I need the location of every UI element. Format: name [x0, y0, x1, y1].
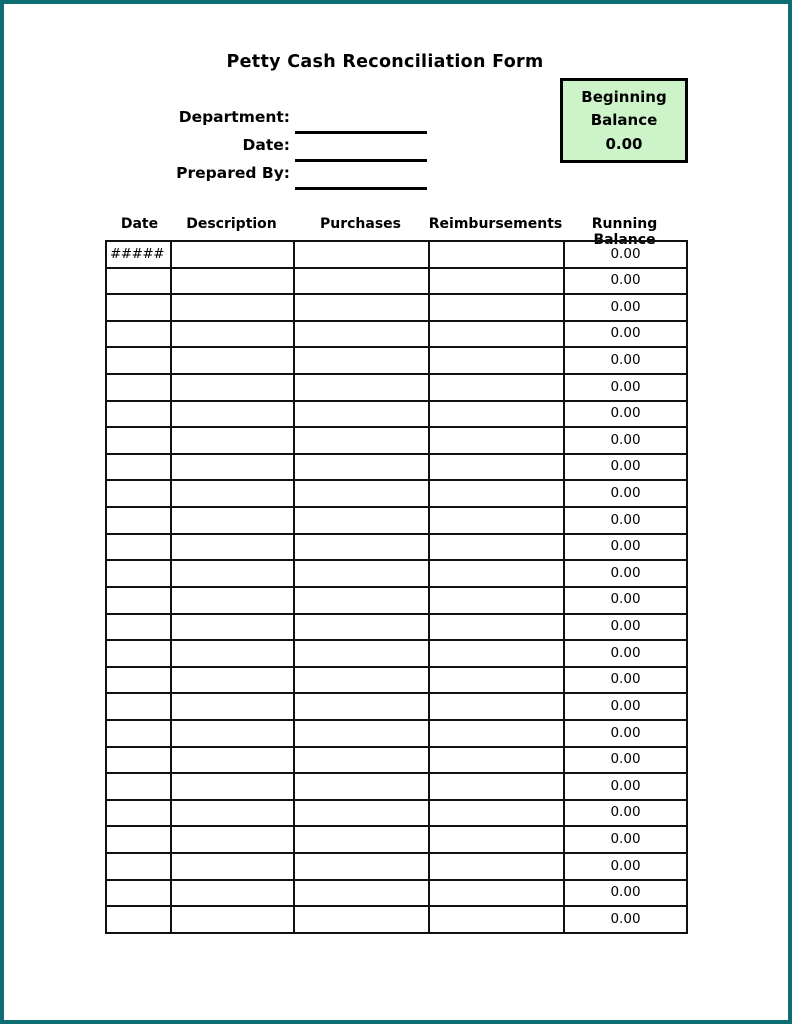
cell-reimbursements[interactable]	[429, 507, 564, 534]
cell-running-balance: 0.00	[564, 401, 687, 428]
cell-reimbursements[interactable]	[429, 880, 564, 907]
cell-purchases[interactable]	[294, 906, 429, 933]
cell-reimbursements[interactable]	[429, 800, 564, 827]
cell-purchases[interactable]	[294, 614, 429, 641]
cell-date[interactable]	[106, 773, 171, 800]
cell-description[interactable]	[171, 720, 294, 747]
cell-date[interactable]	[106, 853, 171, 880]
table-row	[106, 321, 687, 348]
cell-date[interactable]	[106, 614, 171, 641]
cell-date[interactable]	[106, 826, 171, 853]
table-row	[106, 693, 687, 720]
cell-description[interactable]	[171, 587, 294, 614]
cell-reimbursements[interactable]	[429, 480, 564, 507]
table-row	[106, 587, 687, 614]
cell-running-balance: 0.00	[564, 614, 687, 641]
cell-description[interactable]	[171, 401, 294, 428]
cell-date[interactable]	[106, 693, 171, 720]
cell-running-balance: 0.00	[564, 880, 687, 907]
cell-date[interactable]: #####	[106, 241, 171, 268]
field-label-prepared-by: Prepared By:	[176, 164, 290, 182]
cell-running-balance: 0.00	[564, 560, 687, 587]
cell-purchases[interactable]	[294, 853, 429, 880]
cell-description[interactable]	[171, 667, 294, 694]
cell-purchases[interactable]	[294, 880, 429, 907]
page-title: Petty Cash Reconciliation Form	[226, 52, 544, 72]
cell-reimbursements[interactable]	[429, 241, 564, 268]
cell-description[interactable]	[171, 880, 294, 907]
cell-reimbursements[interactable]	[429, 614, 564, 641]
date-input-line[interactable]	[295, 159, 427, 162]
cell-reimbursements[interactable]	[429, 268, 564, 295]
cell-purchases[interactable]	[294, 401, 429, 428]
cell-running-balance: 0.00	[564, 720, 687, 747]
cell-running-balance: 0.00	[564, 480, 687, 507]
cell-reimbursements[interactable]	[429, 347, 564, 374]
table-row	[106, 773, 687, 800]
table-row	[106, 560, 687, 587]
cell-date[interactable]	[106, 401, 171, 428]
department-input-line[interactable]	[295, 131, 427, 134]
cell-description[interactable]	[171, 507, 294, 534]
cell-description[interactable]	[171, 693, 294, 720]
cell-date[interactable]	[106, 720, 171, 747]
cell-date[interactable]	[106, 747, 171, 774]
cell-running-balance: 0.00	[564, 773, 687, 800]
cell-date[interactable]	[106, 321, 171, 348]
cell-reimbursements[interactable]	[429, 720, 564, 747]
cell-purchases[interactable]	[294, 480, 429, 507]
cell-reimbursements[interactable]	[429, 693, 564, 720]
cell-date[interactable]	[106, 427, 171, 454]
cell-running-balance: 0.00	[564, 454, 687, 481]
cell-date[interactable]	[106, 667, 171, 694]
cell-description[interactable]	[171, 374, 294, 401]
cell-description[interactable]	[171, 268, 294, 295]
cell-reimbursements[interactable]	[429, 534, 564, 561]
cell-purchases[interactable]	[294, 773, 429, 800]
cell-purchases[interactable]	[294, 587, 429, 614]
cell-purchases[interactable]	[294, 294, 429, 321]
cell-reimbursements[interactable]	[429, 587, 564, 614]
cell-date[interactable]	[106, 507, 171, 534]
cell-purchases[interactable]	[294, 427, 429, 454]
table-row	[106, 294, 687, 321]
cell-description[interactable]	[171, 640, 294, 667]
cell-purchases[interactable]	[294, 826, 429, 853]
table-row	[106, 268, 687, 295]
beginning-balance-value: 0.00	[605, 134, 643, 153]
cell-reimbursements[interactable]	[429, 906, 564, 933]
table-row	[106, 880, 687, 907]
column-header-running-balance: Running Balance	[591, 216, 658, 248]
cell-date[interactable]	[106, 294, 171, 321]
cell-date[interactable]	[106, 640, 171, 667]
cell-running-balance: 0.00	[564, 347, 687, 374]
cell-purchases[interactable]	[294, 534, 429, 561]
cell-description[interactable]	[171, 800, 294, 827]
field-label-department: Department:	[178, 108, 290, 126]
cell-description[interactable]	[171, 427, 294, 454]
cell-running-balance: 0.00	[564, 826, 687, 853]
cell-reimbursements[interactable]	[429, 427, 564, 454]
cell-purchases[interactable]	[294, 507, 429, 534]
table-row	[106, 454, 687, 481]
table-row	[106, 640, 687, 667]
table-row	[106, 507, 687, 534]
ledger-table	[105, 240, 688, 934]
field-label-date: Date:	[242, 136, 290, 154]
cell-reimbursements[interactable]	[429, 747, 564, 774]
table-row	[106, 401, 687, 428]
cell-running-balance: 0.00	[564, 906, 687, 933]
cell-reimbursements[interactable]	[429, 321, 564, 348]
cell-description[interactable]	[171, 534, 294, 561]
cell-date[interactable]	[106, 800, 171, 827]
cell-description[interactable]	[171, 560, 294, 587]
cell-reimbursements[interactable]	[429, 826, 564, 853]
cell-purchases[interactable]	[294, 560, 429, 587]
cell-reimbursements[interactable]	[429, 667, 564, 694]
table-row	[106, 800, 687, 827]
cell-running-balance: 0.00	[564, 294, 687, 321]
table-row	[106, 747, 687, 774]
table-row	[106, 826, 687, 853]
cell-description[interactable]	[171, 773, 294, 800]
cell-purchases[interactable]	[294, 667, 429, 694]
cell-running-balance: 0.00	[564, 800, 687, 827]
cell-purchases[interactable]	[294, 321, 429, 348]
cell-purchases[interactable]	[294, 374, 429, 401]
cell-running-balance: 0.00	[564, 268, 687, 295]
cell-running-balance: 0.00	[564, 587, 687, 614]
column-header-description: Description	[186, 216, 277, 232]
cell-purchases[interactable]	[294, 347, 429, 374]
table-row	[106, 374, 687, 401]
table-row	[106, 427, 687, 454]
cell-reimbursements[interactable]	[429, 853, 564, 880]
cell-purchases[interactable]	[294, 268, 429, 295]
cell-running-balance: 0.00	[564, 321, 687, 348]
cell-running-balance: 0.00	[564, 241, 687, 268]
cell-reimbursements[interactable]	[429, 401, 564, 428]
cell-date[interactable]	[106, 880, 171, 907]
cell-running-balance: 0.00	[564, 853, 687, 880]
table-header-row	[105, 216, 686, 248]
table-row	[106, 241, 687, 268]
cell-running-balance: 0.00	[564, 640, 687, 667]
cell-purchases[interactable]	[294, 454, 429, 481]
cell-date[interactable]	[106, 374, 171, 401]
cell-purchases[interactable]	[294, 720, 429, 747]
column-header-reimbursements: Reimbursements	[428, 216, 563, 232]
cell-description[interactable]	[171, 826, 294, 853]
cell-date[interactable]	[106, 347, 171, 374]
column-header-date: Date	[120, 216, 159, 232]
cell-date[interactable]	[106, 480, 171, 507]
table-row	[106, 347, 687, 374]
cell-description[interactable]	[171, 321, 294, 348]
cell-reimbursements[interactable]	[429, 773, 564, 800]
cell-description[interactable]	[171, 480, 294, 507]
cell-reimbursements[interactable]	[429, 454, 564, 481]
cell-running-balance: 0.00	[564, 374, 687, 401]
cell-purchases[interactable]	[294, 800, 429, 827]
cell-reimbursements[interactable]	[429, 294, 564, 321]
cell-reimbursements[interactable]	[429, 374, 564, 401]
beginning-balance-label-line2: Balance	[590, 111, 658, 129]
table-row	[106, 853, 687, 880]
column-header-purchases: Purchases	[319, 216, 401, 232]
cell-running-balance: 0.00	[564, 693, 687, 720]
table-row	[106, 534, 687, 561]
beginning-balance-label-line1: Beginning	[581, 87, 667, 106]
cell-reimbursements[interactable]	[429, 560, 564, 587]
cell-description[interactable]	[171, 241, 294, 268]
table-row	[106, 720, 687, 747]
cell-date[interactable]	[106, 587, 171, 614]
cell-running-balance: 0.00	[564, 747, 687, 774]
cell-purchases[interactable]	[294, 241, 429, 268]
cell-description[interactable]	[171, 614, 294, 641]
cell-date[interactable]	[106, 560, 171, 587]
cell-date[interactable]	[106, 534, 171, 561]
cell-running-balance: 0.00	[564, 534, 687, 561]
ledger-table-body	[106, 241, 687, 933]
cell-description[interactable]	[171, 853, 294, 880]
table-row	[106, 614, 687, 641]
cell-description[interactable]	[171, 294, 294, 321]
cell-running-balance: 0.00	[564, 667, 687, 694]
cell-description[interactable]	[171, 747, 294, 774]
cell-reimbursements[interactable]	[429, 640, 564, 667]
cell-running-balance: 0.00	[564, 427, 687, 454]
cell-description[interactable]	[171, 454, 294, 481]
beginning-balance-box	[560, 78, 688, 163]
prepared-by-input-line[interactable]	[295, 187, 427, 190]
cell-purchases[interactable]	[294, 640, 429, 667]
table-row	[106, 667, 687, 694]
cell-purchases[interactable]	[294, 747, 429, 774]
cell-description[interactable]	[171, 906, 294, 933]
table-row	[106, 480, 687, 507]
cell-running-balance: 0.00	[564, 507, 687, 534]
cell-description[interactable]	[171, 347, 294, 374]
cell-date[interactable]	[106, 268, 171, 295]
cell-purchases[interactable]	[294, 693, 429, 720]
cell-date[interactable]	[106, 906, 171, 933]
cell-date[interactable]	[106, 454, 171, 481]
table-row	[106, 906, 687, 933]
